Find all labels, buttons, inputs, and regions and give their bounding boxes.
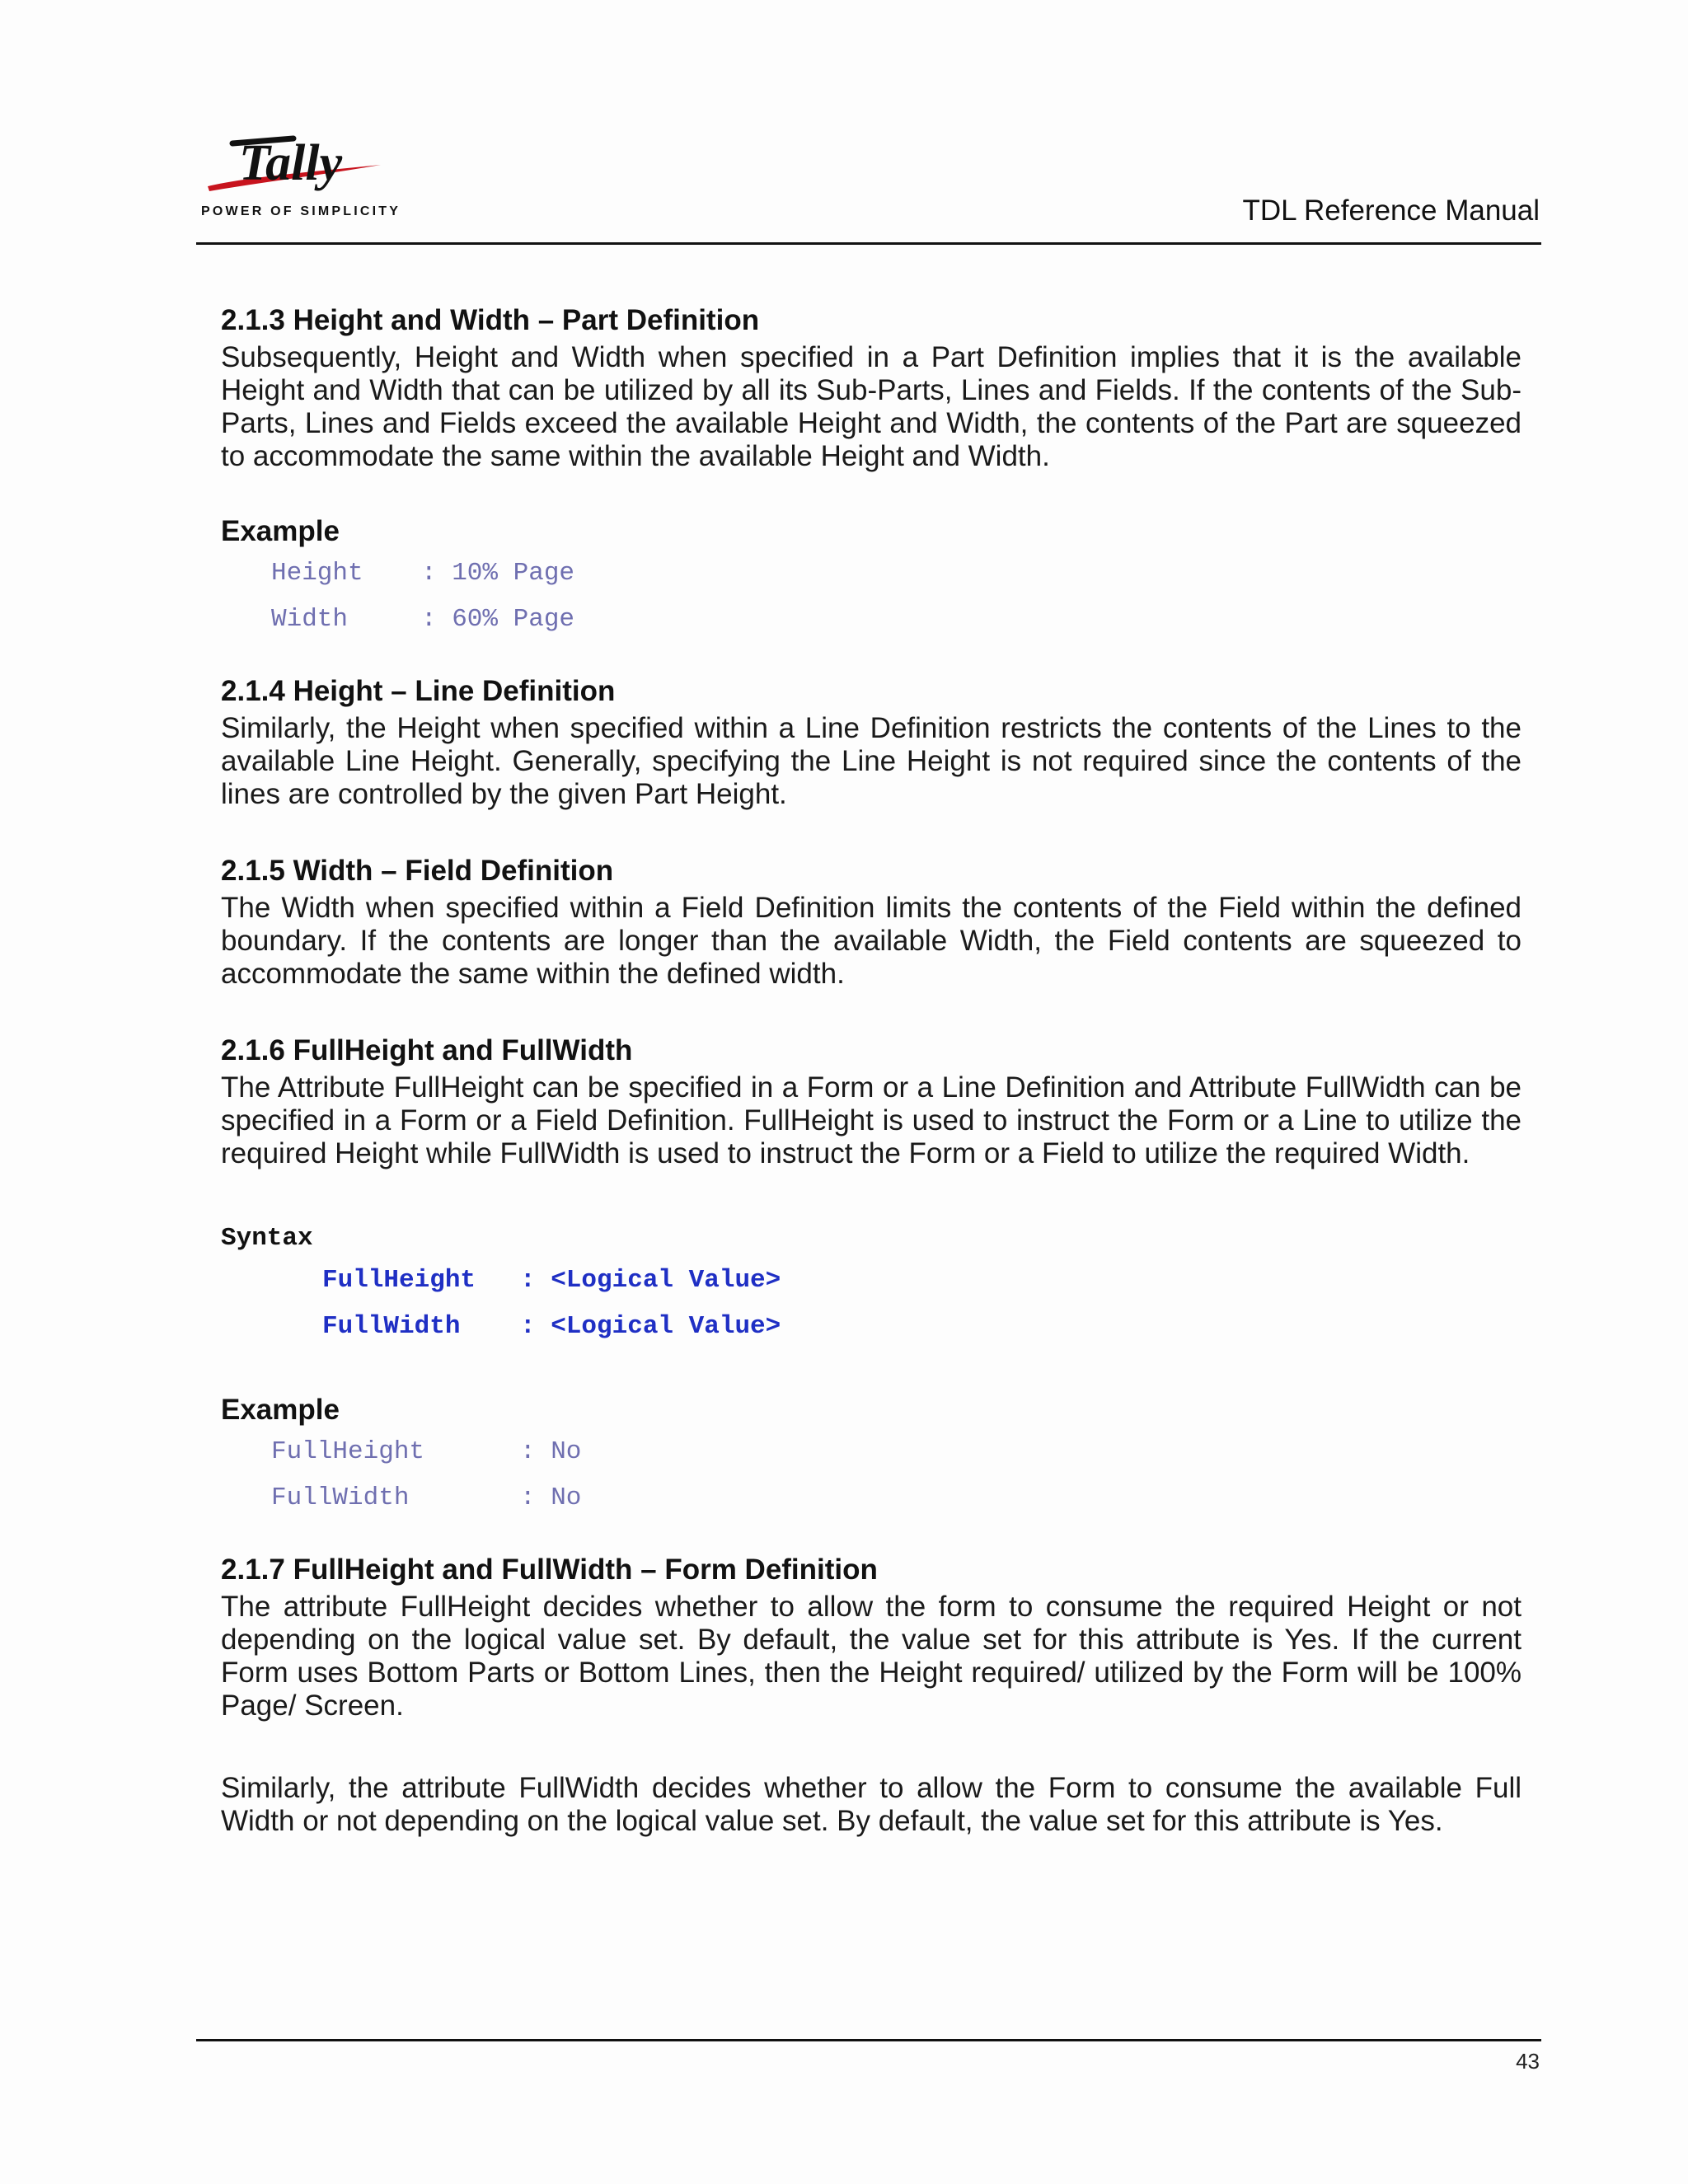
header-rule: [196, 242, 1541, 245]
section-heading-2-1-7: 2.1.7 FullHeight and FullWidth – Form Definition: [221, 1554, 878, 1586]
example-code-block: [271, 1429, 1522, 1521]
example-heading: Example: [221, 515, 340, 547]
code-line: Height : 10% Page: [271, 559, 575, 588]
example-heading: Example: [221, 1394, 340, 1426]
syntax-line: FullWidth : <Logical Value>: [322, 1312, 781, 1341]
section-paragraph: The attribute FullHeight decides whether to allow the form to consume the required Height or not depending on the logical value set. By default, the value set for this attribute is Yes. If the current Form uses Bottom Parts or Bottom Lines, then the Height required/ utilized by the Form will be 100% Page/ Screen.: [221, 1591, 1522, 1722]
section-heading-2-1-3: 2.1.3 Height and Width – Part Definition: [221, 304, 760, 336]
example-code-block: [271, 551, 1522, 643]
svg-text:Tally: Tally: [239, 135, 343, 191]
section-paragraph: Similarly, the Height when specified within a Line Definition restricts the contents of the Lines to the available Line Height. Generally, specifying the Line Height is not required since the contents of the lines are controlled by the given Part Height.: [221, 712, 1522, 810]
syntax-code-block: [322, 1258, 1522, 1350]
syntax-line: FullHeight : <Logical Value>: [322, 1266, 781, 1295]
page-content: [221, 302, 1522, 1838]
footer-rule: [196, 2039, 1541, 2041]
logo-tagline: POWER OF SIMPLICITY: [201, 204, 401, 218]
section-paragraph: Similarly, the attribute FullWidth decides whether to allow the Form to consume the available Full Width or not depending on the logical value set. By default, the value set for this attribute is Yes.: [221, 1772, 1522, 1837]
section-paragraph: Subsequently, Height and Width when specified in a Part Definition implies that it is the available Height and Width that can be utilized by all its Sub-Parts, Lines and Fields. If the contents of the Sub-Parts, Lines and Fields exceed the available Height and Width, the contents of the Part are squeezed to accommodate the same within the available Height and Width.: [221, 341, 1522, 472]
syntax-label: Syntax: [221, 1224, 313, 1253]
tally-logo-mark: [201, 132, 391, 203]
tally-logo: [201, 132, 401, 224]
manual-title: TDL Reference Manual: [1242, 194, 1540, 227]
section-heading-2-1-6: 2.1.6 FullHeight and FullWidth: [221, 1034, 633, 1066]
code-line: FullWidth : No: [271, 1483, 582, 1512]
section-paragraph: The Attribute FullHeight can be specified in a Form or a Line Definition and Attribute FullWidth can be specified in a Form or a Field Definition. FullHeight is used to instruct the Form or a Line to utilize the required Height while FullWidth is used to instruct the Form or a Field to utilize the required Width.: [221, 1071, 1522, 1169]
page-number: 43: [1516, 2049, 1540, 2074]
section-heading-2-1-4: 2.1.4 Height – Line Definition: [221, 675, 616, 707]
section-heading-2-1-5: 2.1.5 Width – Field Definition: [221, 855, 614, 887]
code-line: FullHeight : No: [271, 1437, 582, 1466]
code-line: Width : 60% Page: [271, 605, 575, 634]
section-paragraph: The Width when specified within a Field Definition limits the contents of the Field within the defined boundary. If the contents are longer than the available Width, the Field contents are squeezed to accommodate the same within the defined width.: [221, 892, 1522, 990]
